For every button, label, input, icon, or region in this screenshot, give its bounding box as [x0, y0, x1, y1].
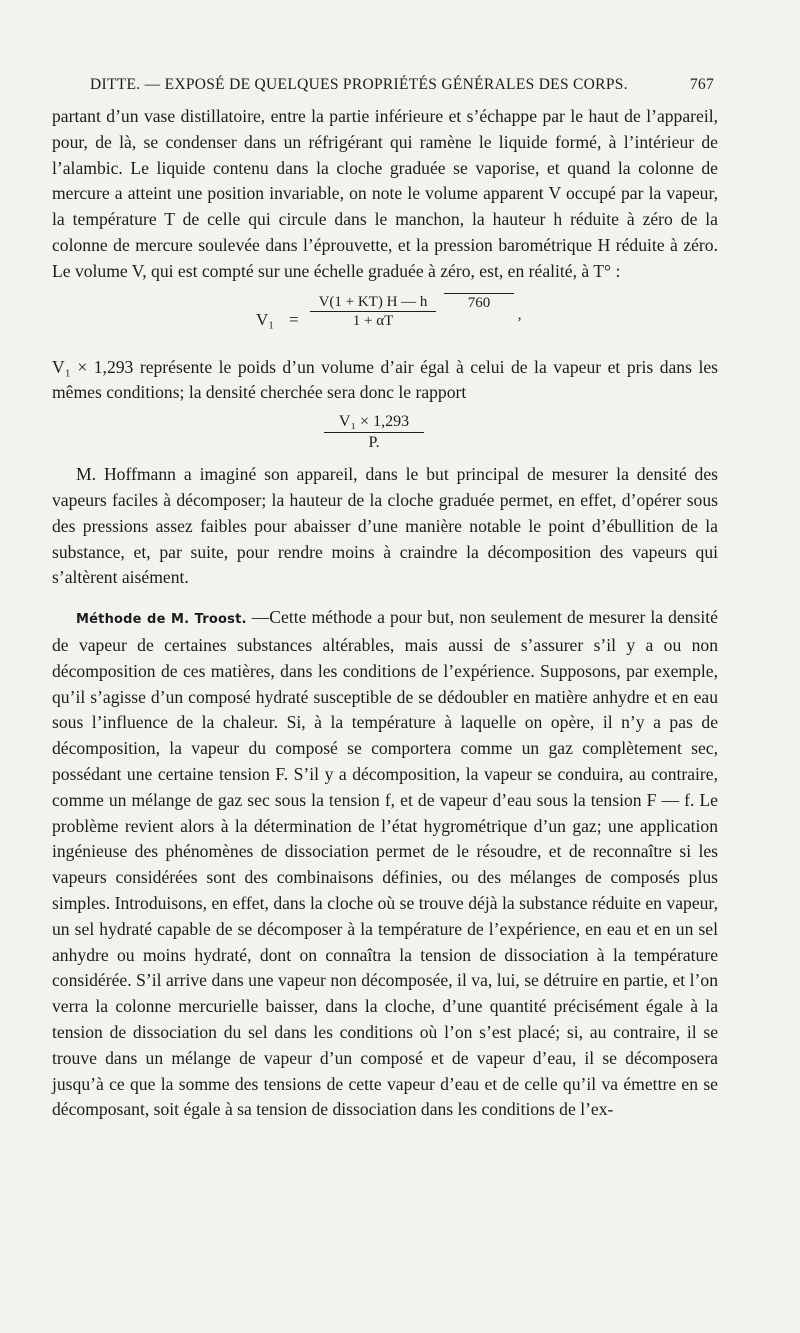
- fraction-2-denominator: 760: [467, 294, 491, 311]
- fraction-3-trail: .: [375, 434, 380, 452]
- paragraph-4: [52, 605, 718, 1123]
- paragraph-4-text: —Cette méthode a pour but, non seulement de mesurer la densité de vapeur de certaines substances altérables, mais aussi de s’assurer s’il y a ou non décomposition de ces matières, dans les conditions de l’expérience. Supposons, par exemple, qu’il s’agisse d’un composé hydraté susceptible de se dédoubler en matière anhydre et en eau sous l’influence de la chaleur. Si, à la température à laquelle on opère, il n’y a pas de décomposition, la vapeur du composé se comportera comme un gaz complètement sec, possédant une certaine tension F. S’il y a décomposition, la vapeur se conduira, au contraire, comme un mélange de gaz sec sous la tension f, et de vapeur d’eau sous la tension F — f. Le problème revient alors à la détermination de l’état hygrométrique d’un gaz; une application ingénieuse des phénomènes de dissociation permet de le résoudre, et de reconnaître si les vapeurs considérées sont des combinaisons définies, ou des mélanges de composés plus simples. Introduisons, en effet, dans la cloche où se trouve déjà la substance réduite en vapeur, un sel hydraté capable de se décomposer à la température de l’expérience, en eau et en un sel anhydre ou moins hydraté, dont on connaîtra la tension de dissociation à la température considérée. S’il arrive dans une vapeur non décomposée, il va, lui, se détruire en partie, et l’on verra la colonne mercurielle baisser, dans la cloche, d’une quantité précisément égale à la tension de dissociation du sel dans les conditions où l’on s’est placé; si, au contraire, il se trouve dans un mélange de vapeur d’un composé et de vapeur d’eau, il se décomposera jusqu’à ce que la somme des tensions de cette vapeur d’eau et de celle qu’il va émettre en se décomposant, soit égale à sa tension de dissociation dans les conditions de l’ex-: [52, 607, 718, 1120]
- formula-trail: ’: [517, 314, 522, 331]
- formula-equals: =: [289, 309, 299, 329]
- density-ratio-formula: [52, 408, 718, 454]
- fraction-3-denominator: [324, 433, 424, 453]
- paragraph-3: M. Hoffmann a imaginé son appareil, dans le but principal de mesurer la densité des vapeurs faciles à décomposer; la hauteur de la cloche graduée permet, en effet, d’opérer sous des pressions assez faibles pour abaisser d’une manière notable le point d’ébullition de la substance, et, par suite, pour rendre moins à craindre la décomposition des vapeurs qui s’altèrent aisément.: [52, 464, 718, 588]
- fraction-3-numerator: V₁ × 1,293: [324, 412, 424, 433]
- volume-formula: [52, 293, 718, 349]
- paragraph-1: partant d’un vase distillatoire, entre la partie inférieure et s’échappe par le haut de l’appareil, pour, de là, se condenser dans un réfrigérant qui ramène le liquide formé, à l’intérieur de l’alambic. Le liquide contenu dans la cloche graduée se vaporise, et quand la colonne de mercure a atteint une position invariable, on note le volume apparent V occupé par la vapeur, la température T de celle qui circule dans le manchon, la hauteur h réduite à zéro de la colonne de mercure soulevée dans l’éprouvette, et la pression barométrique H réduite à zéro. Le volume V, qui est compté sur une échelle graduée à zéro, est, en réalité, à T° :: [52, 106, 718, 281]
- fraction-1: [310, 293, 436, 330]
- page-body: [52, 104, 718, 1123]
- fraction-1-denominator: 1 + αT: [352, 312, 394, 329]
- formula-lhs: V₁: [256, 309, 275, 329]
- header-title: DITTE. — EXPOSÉ DE QUELQUES PROPRIÉTÉS GÉNÉRALES DES CORPS.: [90, 76, 628, 93]
- section-heading: Méthode de M. Troost.: [76, 612, 247, 628]
- fraction-2: [444, 293, 514, 312]
- page-number: 767: [689, 76, 714, 93]
- fraction-3: [324, 412, 424, 453]
- fraction-3-den-text: P: [368, 434, 376, 452]
- paragraph-2: V₁ × 1,293 représente le poids d’un volume d’air égal à celui de la vapeur et pris dans les mêmes conditions; la densité cherchée sera donc le rapport: [52, 356, 718, 403]
- fraction-1-numerator: V(1 + KT) H — h: [310, 293, 436, 312]
